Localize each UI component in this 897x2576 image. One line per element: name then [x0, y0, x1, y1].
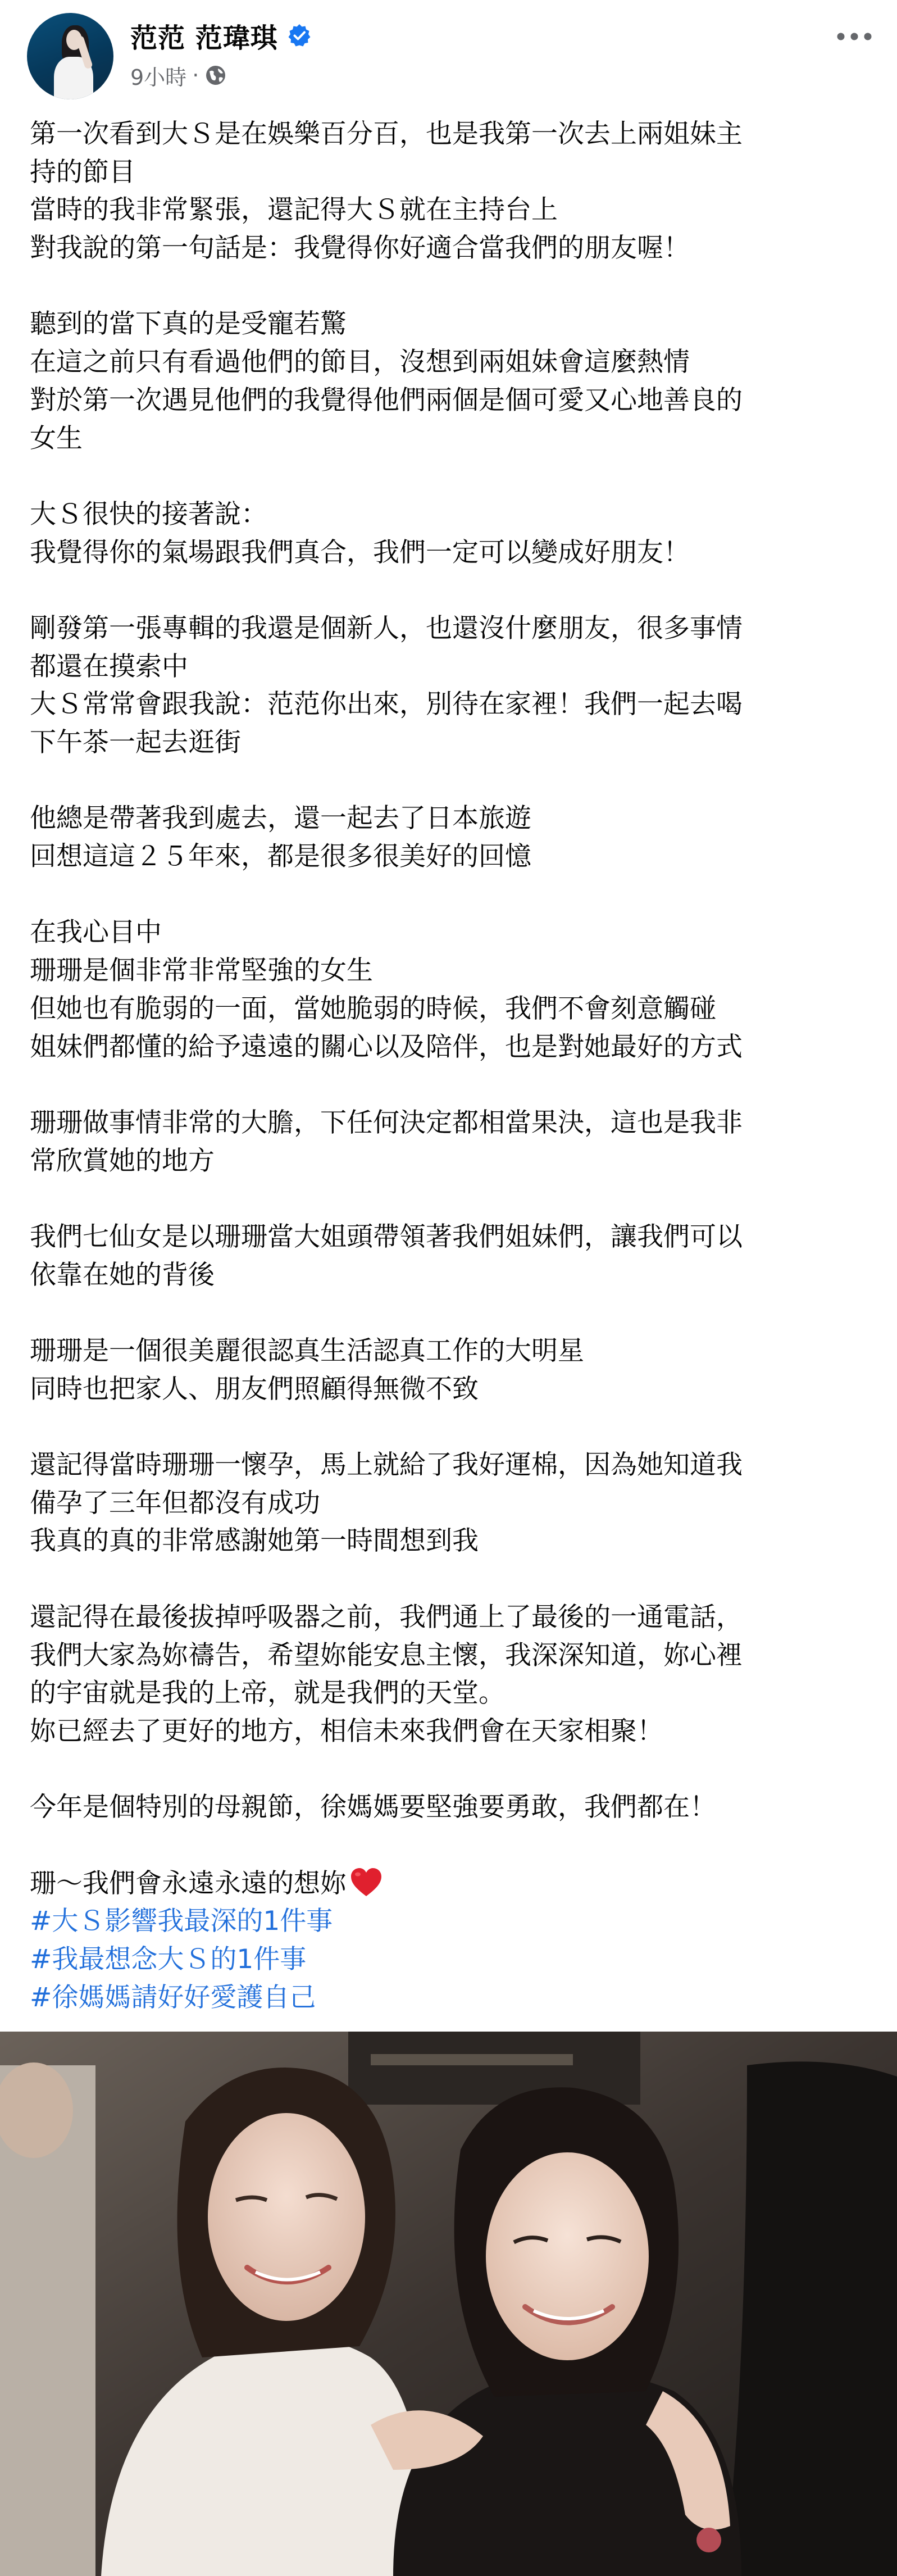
meta-separator: ·: [192, 63, 199, 88]
author-name-row: [130, 16, 312, 55]
message-line: 剛發第一張專輯的我還是個新人，也還沒什麼朋友，很多事情: [30, 612, 743, 644]
hashtag-link[interactable]: #大Ｓ影響我最深的1件事: [30, 1906, 333, 1937]
message-line: 依靠在她的背後: [30, 1259, 215, 1291]
post-timestamp[interactable]: 9小時: [130, 65, 187, 90]
message-blank-line: [30, 876, 872, 914]
hashtag-link[interactable]: #我最想念大Ｓ的1件事: [30, 1944, 307, 1975]
message-line: 珊珊是個非常非常堅強的女生: [30, 955, 373, 987]
message-blank-line: [30, 1180, 872, 1218]
message-line: 在這之前只有看過他們的節目，沒想到兩姐妹會這麼熱情: [30, 347, 690, 378]
photo-illustration: [0, 2032, 897, 2576]
message-blank-line: [30, 571, 872, 610]
message-line: 聽到的當下真的是受寵若驚: [30, 308, 347, 340]
message-line: 姐妹們都懂的給予遠遠的關心以及陪伴，也是對她最好的方式: [30, 1031, 743, 1062]
post-photo[interactable]: [0, 2032, 897, 2576]
message-blank-line: [30, 1408, 872, 1446]
message-blank-line: [30, 762, 872, 800]
message-line: 女生: [30, 422, 83, 454]
message-line: 我覺得你的氣場跟我們真合，我們一定可以變成好朋友！: [30, 537, 690, 568]
more-options-icon[interactable]: [832, 22, 877, 51]
message-blank-line: [30, 457, 872, 496]
hashtag-link[interactable]: #徐媽媽請好好愛護自己: [30, 1982, 316, 2013]
closing-text: 珊～我們會永遠永遠的想妳: [30, 1868, 347, 1899]
message-line: 今年是個特別的母親節，徐媽媽要堅強要勇敢，我們都在！: [30, 1792, 716, 1823]
closing-line: [30, 1865, 872, 1903]
message-line: 妳已經去了更好的地方，相信未來我們會在天家相聚！: [30, 1715, 663, 1747]
message-line: 第一次看到大Ｓ是在娛樂百分百，也是我第一次去上兩姐妹主: [30, 119, 743, 149]
message-line: 珊珊是一個很美麗很認真生活認真工作的大明星: [30, 1335, 584, 1366]
message-line: 大Ｓ很快的接著說：: [30, 498, 267, 530]
message-line: 大Ｓ常常會跟我說：范范你出來，別待在家裡！我們一起去喝: [30, 689, 743, 720]
message-line: 我們七仙女是以珊珊當大姐頭帶領著我們姐妹們，讓我們可以: [30, 1221, 743, 1252]
post-message: [30, 115, 872, 2016]
author-avatar[interactable]: [27, 13, 113, 99]
message-blank-line: [30, 1751, 872, 1789]
message-line: 我真的真的非常感謝她第一時間想到我: [30, 1525, 479, 1557]
message-line: 同時也把家人、朋友們照顧得無微不致: [30, 1373, 479, 1405]
message-line: 還記得當時珊珊一懷孕，馬上就給了我好運棉，因為她知道我: [30, 1450, 743, 1481]
message-line: 的宇宙就是我的上帝，就是我們的天堂。: [30, 1678, 505, 1709]
message-line: 在我心目中: [30, 917, 162, 948]
message-line: 還記得在最後拔掉呼吸器之前，我們通上了最後的一通電話，: [30, 1601, 743, 1633]
message-line: 珊珊做事情非常的大膽，下任何決定都相當果決，這也是我非: [30, 1107, 743, 1138]
message-line: 持的節目: [30, 156, 135, 188]
message-blank-line: [30, 267, 872, 306]
message-line: 回想這這２５年來，都是很多很美好的回憶: [30, 841, 531, 873]
message-line: 當時的我非常緊張，還記得大Ｓ就在主持台上: [30, 194, 558, 226]
message-line: 對於第一次遇見他們的我覺得他們兩個是個可愛又心地善良的: [30, 384, 743, 416]
message-blank-line: [30, 1066, 872, 1104]
author-name[interactable]: 范范 范瑋琪: [130, 22, 278, 54]
message-line: 常欣賞她的地方: [30, 1145, 215, 1176]
red-heart-icon: [349, 1866, 384, 1901]
message-line: 都還在摸索中: [30, 651, 188, 682]
message-blank-line: [30, 1827, 872, 1865]
message-line: 但她也有脆弱的一面，當她脆弱的時候，我們不會刻意觸碰: [30, 993, 716, 1024]
message-blank-line: [30, 1560, 872, 1598]
message-line: 備孕了三年但都沒有成功: [30, 1487, 320, 1519]
message-line: 我們大家為妳禱告，希望妳能安息主懷，我深深知道，妳心裡: [30, 1639, 743, 1671]
message-line: 他總是帶著我到處去，還一起去了日本旅遊: [30, 803, 531, 834]
post-meta: [130, 61, 227, 90]
verified-badge-icon: [287, 23, 312, 48]
message-line: 對我說的第一句話是：我覺得你好適合當我們的朋友喔！: [30, 233, 690, 264]
post-header: [0, 0, 897, 104]
globe-icon[interactable]: [204, 64, 227, 87]
message-line: 下午茶一起去逛街: [30, 727, 241, 758]
message-blank-line: [30, 1294, 872, 1332]
